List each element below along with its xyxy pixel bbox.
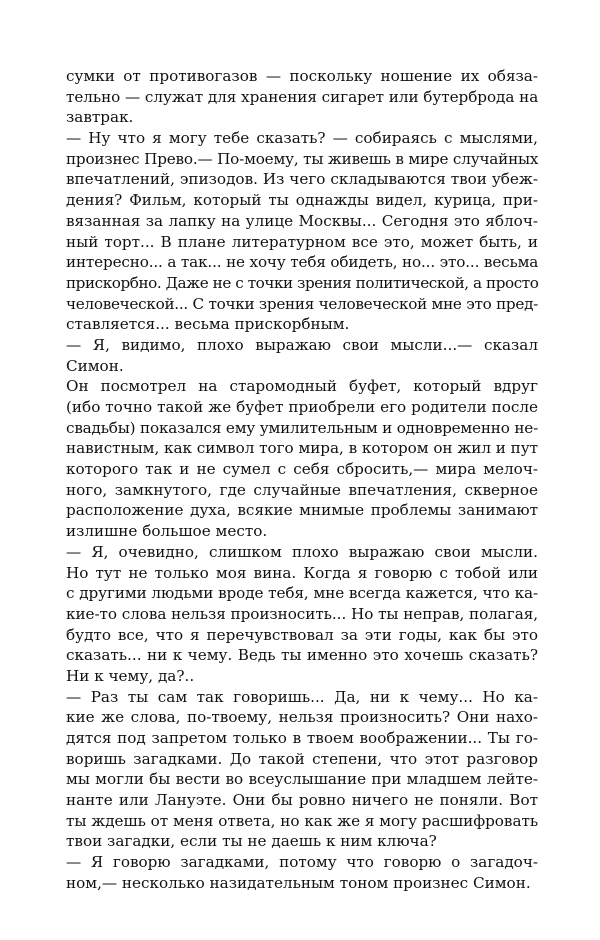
text-line: дения? Фильм, который ты однажды видел, курица, при-: [66, 191, 538, 210]
text-line: произнес Прево.— По-моему, ты живешь в мире случайных: [66, 149, 539, 168]
paragraph: [66, 66, 538, 128]
text-line: человеческой... С точки зрения человеческой мне это пред-: [66, 294, 538, 313]
paragraph: [66, 542, 538, 687]
text-line: — Я, видимо, плохо выражаю свои мысли...— сказал: [66, 335, 538, 354]
text-line: ном,— несколько назидательным тоном произнес Симон.: [66, 873, 531, 892]
text-line: — Раз ты сам так говоришь... Да, ни к чему... Но ка-: [66, 687, 538, 706]
text-line: с другими людьми вроде тебя, мне всегда кажется, что ка-: [66, 584, 538, 603]
text-line: Но тут не только моя вина. Когда я говорю с тобой или: [66, 563, 538, 582]
text-line: вязанная за лапку на улице Москвы... Сегодня это яблоч-: [66, 211, 538, 230]
text-line: ты ждешь от меня ответа, но как же я могу расшифровать: [66, 811, 539, 830]
text-line: впечатлений, эпизодов. Из чего складываются твои убеж-: [66, 170, 538, 189]
text-line: кие же слова, по-твоему, нельзя произносить? Они нахо-: [66, 708, 538, 727]
text-line: Симон.: [66, 356, 124, 375]
paragraph: [66, 687, 538, 853]
text-line: излишне большое место.: [66, 522, 268, 541]
text-line: нанте или Лануэте. Они бы ровно ничего не поняли. Вот: [66, 791, 538, 810]
text-line: твои загадки, если ты не даешь к ним ключа?: [66, 832, 437, 851]
text-line: дятся под запретом только в твоем воображении... Ты го-: [66, 729, 538, 747]
text-line: — Ну что я могу тебе сказать? — собираясь с мыслями,: [66, 129, 538, 148]
text-line: будто все, что я перечувствовал за эти годы, как бы это: [66, 625, 538, 644]
text-line: тельно — служат для хранения сигарет или бутерброда на: [66, 87, 539, 106]
text-line: навистным, как символ того мира, в котором он жил и пут: [66, 439, 538, 458]
text-line: Ни к чему, да?..: [66, 666, 195, 685]
text-line: ставляется... весьма прискорбным.: [66, 315, 350, 334]
text-line: прискорбно. Даже не с точки зрения политической, а просто: [66, 273, 539, 292]
paragraph: [66, 376, 538, 542]
text-line: (ибо точно такой же буфет приобрели его родители после: [66, 398, 538, 416]
text-line: — Я говорю загадками, потому что говорю о загадоч-: [66, 853, 538, 872]
text-line: — Я, очевидно, слишком плохо выражаю свои мысли.: [66, 542, 538, 561]
text-line: интересно... а так... не хочу тебя обидеть, но... это... весьма: [66, 253, 539, 272]
paragraph: [66, 128, 538, 335]
text-line: мы могли бы вести во всеуслышание при младшем лейте-: [66, 770, 538, 789]
text-line: Он посмотрел на старомодный буфет, который вдруг: [66, 377, 538, 396]
paragraph: [66, 335, 538, 376]
text-line: завтрак.: [66, 108, 134, 127]
text-line: сказать... ни к чему. Ведь ты именно это хочешь сказать?: [66, 646, 538, 665]
text-line: кие-то слова нельзя произносить... Но ты неправ, полагая,: [66, 604, 538, 623]
text-line: ного, замкнутого, где случайные впечатления, скверное: [66, 480, 538, 499]
text-line: сумки от противогазов — поскольку ношение их обяза-: [66, 67, 538, 85]
page-text: [66, 66, 538, 894]
paragraph: [66, 852, 538, 893]
text-line: расположение духа, всякие мнимые проблемы занимают: [66, 501, 538, 520]
text-line: воришь загадками. До такой степени, что этот разговор: [66, 749, 538, 768]
text-line: которого так и не сумел с себя сбросить,— мира мелоч-: [66, 460, 538, 479]
text-line: свадьбы) показался ему умилительным и одновременно не-: [66, 418, 539, 437]
text-line: ный торт... В плане литературном все это, может быть, и: [66, 232, 538, 251]
